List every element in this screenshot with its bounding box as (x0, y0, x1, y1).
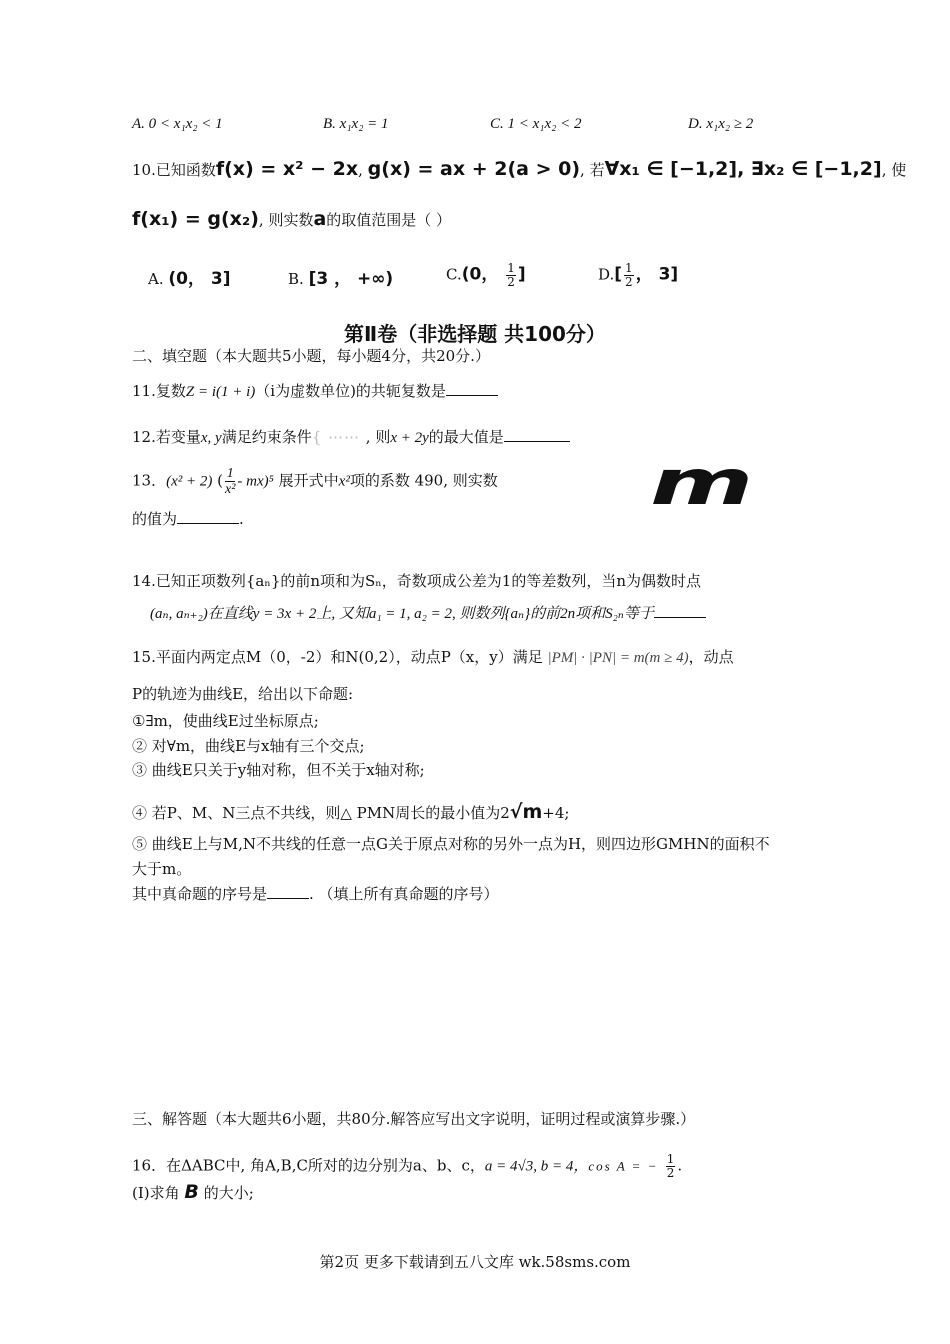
q10-mid: , 若 (580, 161, 605, 179)
q15-line1 (132, 646, 734, 669)
q16-part1 (132, 1181, 254, 1204)
q11-suffix: （i为虚数单位)的共轭复数是 (255, 382, 446, 400)
q15-answer-blank[interactable] (267, 884, 309, 899)
q14-line2-text: (aₙ, aₙ₊₂)在直线y = 3x + 2上, 又知a₁ = 1, a₂ = 2, 则数列{aₙ}的前2n项和S₂ₙ等于 (150, 606, 654, 622)
q10-prefix: 10.已知函数 (132, 161, 216, 179)
q10-option-d-half: $\frac{1}{2}$ (625, 261, 633, 289)
q9-option-c: C. 1 < x₁x₂ < 2 (490, 116, 582, 132)
q10-g-def: g(x) = ax + 2(a > 0) (367, 158, 581, 180)
q10-condition: f(x₁) = g(x₂) (132, 208, 259, 230)
q12 (132, 426, 570, 449)
q10-line1 (132, 158, 906, 181)
q10-option-c-half: $\frac{1}{2}$ (507, 261, 515, 289)
q16-part1-suffix: 的大小; (203, 1184, 254, 1202)
q15-answer-suffix: . （填上所有真命题的序号） (309, 885, 499, 903)
section2-heading: 二、填空题（本大题共5小题，每小题4分，共20分.） (132, 347, 490, 365)
q13-suffix: 项的系数 490, 则实数 (349, 471, 498, 490)
page-footer: 第2页 更多下载请到五八文库 wk.58sms.com (319, 1253, 631, 1271)
q10-option-c-close: ] (517, 264, 526, 285)
q10-option-d-label: D. (598, 265, 615, 284)
q14-line1: 14.已知正项数列{aₙ}的前n项和为Sₙ，奇数项成公差为1的等差数列，当n为偶数时点 (132, 572, 702, 590)
q15-answer-prefix: 其中真命题的序号是 (132, 885, 268, 903)
q9-option-d: D. x₁x₂ ≥ 2 (688, 116, 754, 132)
q13-expr2: - mx)⁵ (237, 473, 274, 490)
q16-line1: 16．在ΔABC中, 角A,B,C所对的边分别为a、b、c，a = 4√3, b = 4，cos A = − $\frac{1}{2}$ . (132, 1152, 683, 1180)
q15-claim-4 (132, 801, 569, 824)
q12-constraint-system: { ⋯⋯ (311, 428, 366, 446)
q10-suffix: , 使 (881, 161, 907, 179)
q10-tail2: 的取值范围是（ ） (326, 211, 452, 229)
q16-var-b: B (184, 1181, 199, 1203)
q16-given: a = 4√3, b = 4， (484, 1158, 589, 1175)
q13-line2: 的值为 . (132, 510, 244, 528)
q10-option-b (288, 268, 393, 290)
q10-option-c-label: C. (446, 265, 462, 284)
q15-claim-3: ③ 曲线E只关于y轴对称，但不关于x轴对称; (132, 761, 425, 779)
q10-option-a (148, 268, 231, 290)
q10-sep: , (358, 161, 368, 179)
q10-option-a-label: A. (148, 270, 164, 288)
q10-option-a-value: (0， 3] (168, 269, 231, 289)
q15-claim-1: ①∃m，使曲线E过坐标原点; (132, 712, 319, 730)
q16-cos-a: cos A = − (588, 1158, 664, 1174)
q13-fraction: $\frac{1}{\text{x²}}$ (225, 466, 236, 497)
q10-line2 (132, 208, 451, 231)
q13-answer-blank[interactable] (177, 509, 239, 524)
q11 (132, 380, 498, 403)
q12-prefix: 12.若变量 (132, 428, 201, 446)
section3-heading: 三、解答题（本大题共6小题，共80分.解答应写出文字说明，证明过程或演算步骤.） (132, 1110, 696, 1128)
q10-quantifier: ∀x₁ ∈ [−1,2], ∃x₂ ∈ [−1,2] (604, 158, 882, 180)
q9-option-b: B. x₁x₂ = 1 (323, 116, 389, 132)
q13-line1: 13．(x² + 2) ( $\frac{1}{\text{x²}}$ - mx)⁵ 展开式中x²项的系数 490, 则实数 (132, 466, 498, 497)
q15-claim-5-line1: ⑤ 曲线E上与M,N不共线的任意一点G关于原点对称的另外一点为H，则四边形GMHN的面积不 (132, 835, 770, 853)
q10-option-b-label: B. (288, 270, 304, 288)
q10-tail1: , 则实数 (258, 211, 314, 229)
q10-option-c (446, 262, 526, 289)
q11-prefix: 11.复数 (132, 382, 186, 400)
q12-mid2: , 则 (365, 428, 391, 446)
q14-answer-blank[interactable] (654, 603, 706, 618)
q13-big-m: m (650, 446, 751, 519)
q16-part1-prefix: (Ⅰ)求角 (132, 1184, 180, 1202)
q11-answer-blank[interactable] (446, 381, 498, 396)
q10-option-d-open: [ (614, 264, 623, 285)
q15-answer-line (132, 883, 499, 905)
q16-half: $\frac{1}{2}$ (666, 1152, 675, 1180)
q15-claim-4-root: √m (509, 801, 543, 823)
q15-claim-2: ② 对∀m，曲线E与x轴有三个交点; (132, 737, 365, 755)
q13-line2-prefix: 的值为 (132, 510, 178, 528)
section2-title: 第Ⅱ卷（非选择题 共100分） (344, 322, 606, 346)
q13-prefix: 13． (132, 471, 167, 490)
q15-prefix: 15.平面内两定点M（0，-2）和N(0,2），动点P（x，y）满足 (132, 648, 543, 666)
q15-condition: |PM| · |PN| = m(m ≥ 4) (547, 650, 689, 666)
q14-line2 (150, 602, 706, 625)
q9-option-a: A. 0 < x₁x₂ < 1 (132, 116, 223, 132)
q12-mid: 满足约束条件 (221, 428, 312, 446)
q13-mid: 展开式中 (278, 471, 339, 490)
q12-answer-blank[interactable] (504, 427, 570, 442)
q12-vars: x, y (200, 430, 222, 446)
q10-var-a: a (313, 208, 327, 230)
q15-suffix: ，动点 (688, 648, 734, 666)
q15-claim-4-suffix: +4; (542, 804, 570, 822)
q10-option-b-value: [3 ， +∞) (308, 269, 394, 289)
q10-f-def: f(x) = x² − 2x (215, 158, 359, 180)
q10-option-d-close: ， 3] (635, 264, 679, 285)
q15-claim-4-prefix: ④ 若P、M、N三点不共线，则△ PMN周长的最小值为2 (132, 804, 510, 822)
q13-expr1: (x² + 2) (166, 473, 213, 490)
q10-option-c-open: (0， (461, 264, 505, 285)
q11-expr: Z = i(1 + i) (185, 384, 256, 400)
q12-expr: x + 2y (390, 430, 429, 446)
q15-line2: P的轨迹为曲线E，给出以下命题: (132, 685, 354, 703)
q16-prefix: 16．在ΔABC中, 角A,B,C所对的边分别为a、b、c， (132, 1156, 485, 1175)
q10-option-d (598, 262, 678, 289)
q12-suffix: 的最大值是 (428, 428, 504, 446)
q13-term: x² (338, 473, 350, 490)
q15-claim-5-line2: 大于m。 (132, 860, 192, 878)
